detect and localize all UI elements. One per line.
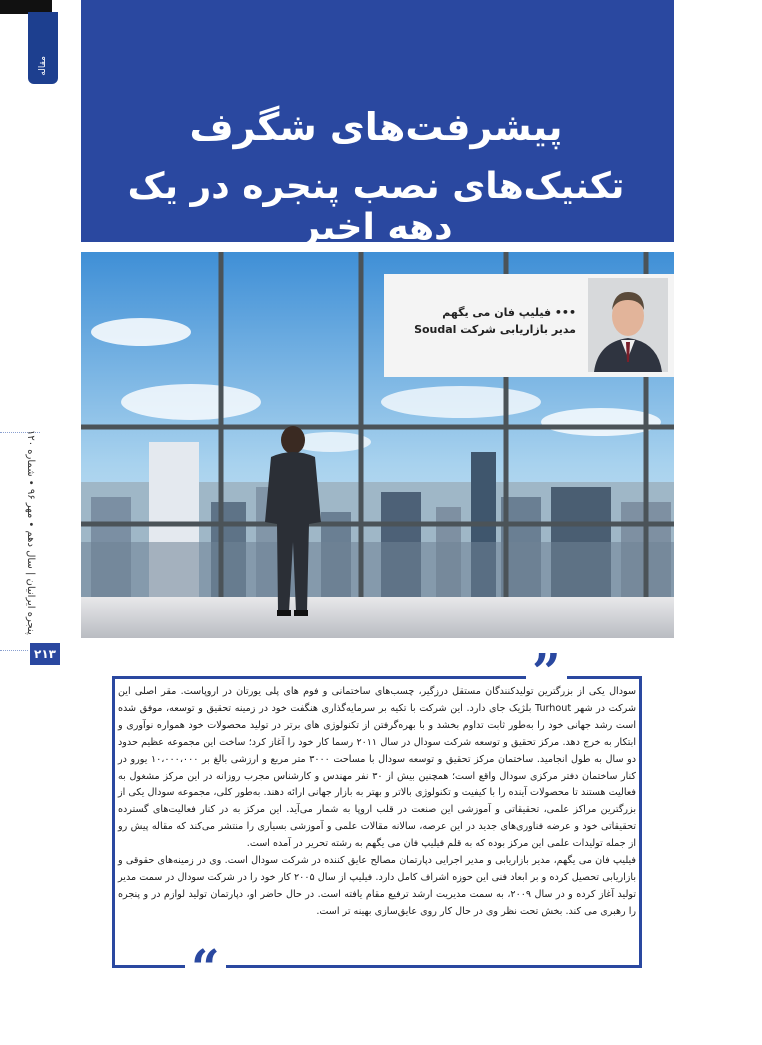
open-quote-icon: ” <box>526 652 567 692</box>
intro-paragraph-2: فیلیپ فان می یگهم، مدیر بازاریابی و مدیر اجرایی دپارتمان مصالح عایق کننده در شرکت سودال است. وی در زمینه‌های حقوقی و بازاریابی تحصیل کرده و بر ابعاد فنی این حوزه اشراف کامل دارد. فیلیپ از سال ۲۰۰۵ کار خود را در شرکت سودال در سمت مدیر تولید آغاز کرده و در سال ۲۰۰۹، به سمت مدیریت ارشد ترفیع مقام یافته است. در حال حاضر او، دپارتمان تولید لوازم در و پنجره را رهبری می کند. بخش تحت نظر وی در حال کار روی عایق‌سازی بهینه تر است. <box>118 855 637 917</box>
title-banner <box>81 0 674 248</box>
title-line-2: تکنیک‌های نصب پنجره در یک دهه اخیر <box>127 166 625 248</box>
author-name: ••• فیلیپ فان می یگهم <box>442 306 576 319</box>
page-dotted-rule <box>0 650 28 651</box>
author-portrait <box>588 278 668 372</box>
issue-info-vertical: پنجره ایرانیان | سال دهم • مهر ۹۶ • شماره ۱۲۰ <box>25 430 36 635</box>
section-label: مقاله <box>38 56 48 76</box>
title-line-1: پیشرفت‌های شگرف <box>189 105 563 149</box>
author-role: مدیر بازاریابی شرکت Soudal <box>414 323 576 336</box>
author-card <box>384 274 674 377</box>
section-tab <box>28 12 58 84</box>
page-number: ۲۱۳ <box>30 643 60 665</box>
intro-paragraph-1: سودال یکی از بزرگترین تولیدکنندگان مستقل درزگیر، چسب‌های ساختمانی و فوم های پلی یورتان در اروپاست. مقر اصلی این شرکت در شهر Turhout بلژیک جای دارد. این شرکت با تکیه بر سرمایه‌گذاری هنگفت خود در زمینه تحقیق و توسعه، موفق شده است رشد جهانی خود را به‌طور ثابت تداوم بخشد و با بهره‌گرفتن از تکنولوژی های برتر در تولید محصولات خود همواره نوآوری و ابتکار به خرج دهد. مرکز تحقیق و توسعه شرکت سودال در سال ۲۰۱۱ رسما کار خود را آغاز کرد؛ ساخت این مجموعه عظیم حدود دو سال به طول انجامید. ساختمان مرکز تحقیق و توسعه سودال با مساحت ۳۰۰۰ متر مربع و ارزشی بالغ بر ۱۰،۰۰۰،۰۰۰ یورو در کنار ساختمان دفتر مرکزی سودال واقع است؛ همچنین بیش از ۳۰ نفر مهندس و کارشناس مجرب روزانه در این مرکز مشغول به فعالیت هستند تا محصولات آینده را با کیفیت و تکنولوژی بالاتر و بهتر به بازار جهانی ارائه دهند. به‌طور کلی، مجموعه سودال یکی از بزرگترین مراکز علمی، تحقیقاتی و آموزشی این صنعت در قلب اروپا به شمار می‌آید. این مرکز به در کنار فعالیت‌های گسترده تحقیقاتی خود و عرضه فناوری‌های جدید در این عرصه، سالانه مقالات علمی و آموزشی بسیاری را منتشر می‌کند که مقاله پیش رو از جمله تولیدات علمی این مرکز بوده که به قلم فیلیپ فان می یگهم به رشته تحریر در آمده است. <box>118 686 636 850</box>
close-quote-icon: “ <box>185 948 226 988</box>
intro-text <box>118 684 636 921</box>
